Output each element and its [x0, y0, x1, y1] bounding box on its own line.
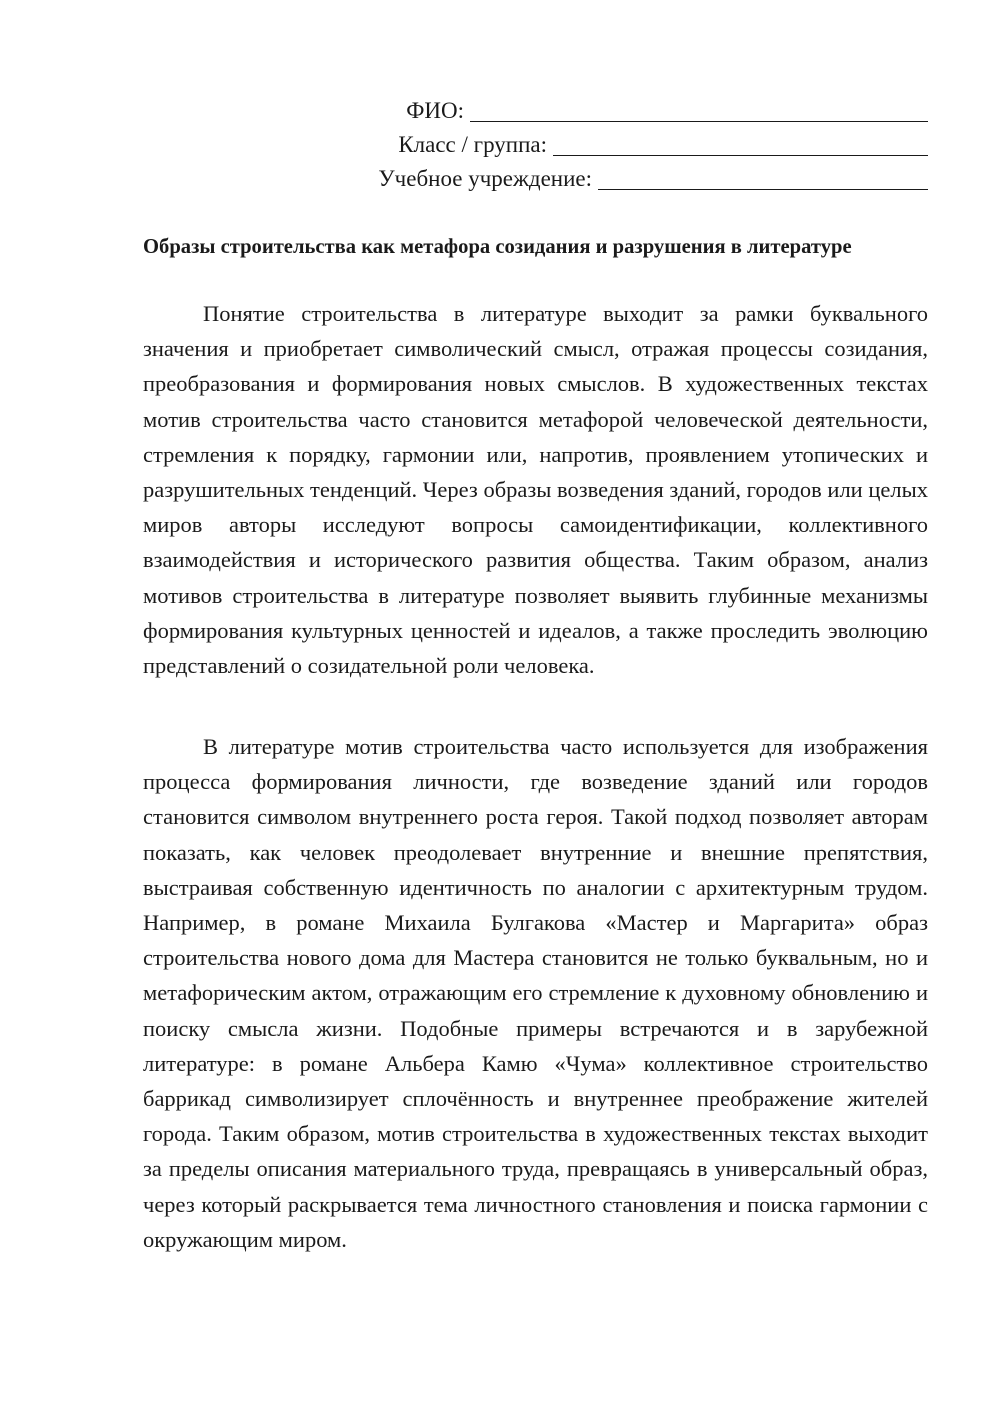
- school-blank-line[interactable]: [598, 163, 928, 190]
- school-row: [308, 162, 928, 196]
- student-info-header: [308, 94, 928, 196]
- school-label: Учебное учреждение:: [378, 166, 592, 191]
- document-title: Образы строительства как метафора созидания и разрушения в литературе: [143, 236, 852, 258]
- fio-label: ФИО:: [406, 98, 464, 123]
- class-row: [308, 128, 928, 162]
- class-blank-line[interactable]: [553, 129, 928, 156]
- paragraph-1: Понятие строительства в литературе выходит за рамки буквального значения и приобретает символический смысл, отражая процессы созидания, преобразования и формирования новых смыслов. В художественных текстах мотив строительства часто становится метафорой человеческой деятельности, стремления к порядку, гармонии или, напротив, проявлением утопических и разрушительных тенденций. Через образы возведения зданий, городов или целых миров авторы исследуют вопросы самоидентификации, коллективного взаимодействия и исторического развития общества. Таким образом, анализ мотивов строительства в литературе позволяет выявить глубинные механизмы формирования культурных ценностей и идеалов, а также проследить эволюцию представлений о созидательной роли человека.: [143, 301, 928, 679]
- fio-blank-line[interactable]: [470, 95, 928, 122]
- paragraph-2: В литературе мотив строительства часто используется для изображения процесса формирования личности, где возведение зданий или городов становится символом внутреннего роста героя. Такой подход позволяет авторам показать, как человек преодолевает внутренние и внешние препятствия, выстраивая собственную идентичность по аналогии с архитектурным трудом. Например, в романе Михаила Булгакова «Мастер и Маргарита» образ строительства нового дома для Мастера становится не только буквальным, но и метафорическим актом, отражающим его стремление к духовному обновлению и поиску смысла жизни. Подобные примеры встречаются и в зарубежной литературе: в романе Альбера Камю «Чума» коллективное строительство баррикад символизирует сплочённость и внутреннее преображение жителей города. Таким образом, мотив строительства в художественных текстах выходит за пределы описания материального труда, превращаясь в универсальный образ, через который раскрывается тема личностного становления и поиска гармонии с окружающим миром.: [143, 734, 928, 1252]
- class-label: Класс / группа:: [398, 132, 547, 157]
- fio-row: [308, 94, 928, 128]
